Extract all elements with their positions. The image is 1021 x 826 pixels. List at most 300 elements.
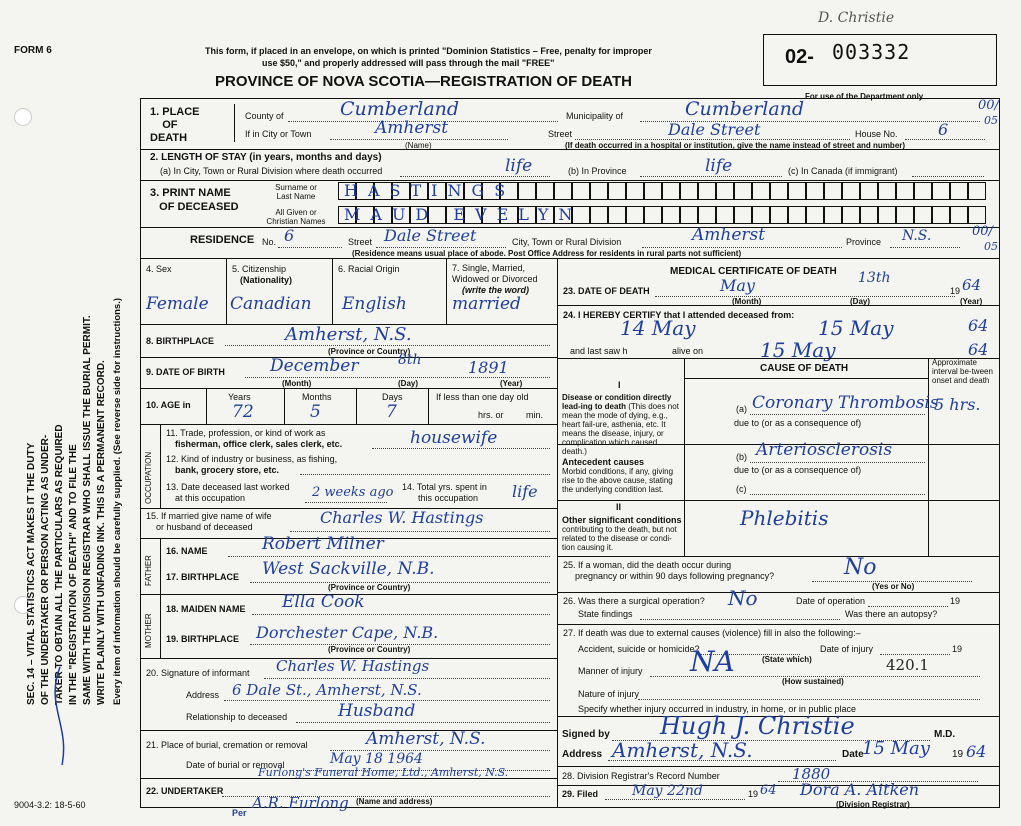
- name-letter-cell: [824, 206, 842, 224]
- name-letter-cell: [608, 182, 626, 200]
- burial-date-label: Date of burial or removal: [186, 760, 285, 770]
- interval-a-value: 5 hrs.: [934, 395, 981, 414]
- age-months-value: 5: [310, 402, 321, 422]
- hospital-note: (If death occurred in a hospital or institution, give the name instead of street and number): [565, 141, 906, 150]
- trade-label-2: fisherman, office clerk, sales clerk, etc.: [175, 439, 343, 449]
- city-line: [330, 139, 508, 140]
- name-letter-cell: [932, 206, 950, 224]
- father-birthplace-value: West Sackville, N.B.: [262, 559, 435, 579]
- mother-birthplace-value: Dorchester Cape, N.B.: [256, 623, 439, 642]
- dob-label: 9. DATE OF BIRTH: [146, 367, 225, 377]
- municipality-value: Cumberland: [685, 98, 805, 120]
- street-label: Street: [548, 129, 573, 139]
- name-letter-cell: [626, 182, 644, 200]
- name-letter-cell: [608, 206, 626, 224]
- age-months-label: Months: [302, 392, 332, 402]
- signed-address: Amherst, N.S.: [612, 738, 753, 762]
- q26-findings-line: [640, 619, 840, 620]
- q27-manner-label: Manner of injury: [578, 666, 643, 676]
- margin-line-2: OF THE UNDERTAKER OR PERSON ACTING AS UNDER-: [40, 434, 51, 705]
- business-label-2: bank, grocery store, etc.: [175, 465, 280, 475]
- divider-r1: [557, 305, 999, 306]
- cause-b-value: Arteriosclerosis: [756, 440, 893, 460]
- section-1-label: I: [618, 380, 621, 390]
- citizenship-value: Canadian: [230, 294, 312, 314]
- divider-r5: [557, 556, 999, 557]
- last-worked-line: [305, 502, 387, 503]
- age-div-1: [206, 388, 207, 424]
- business-line: [300, 474, 550, 475]
- corner-note: D. Christie: [818, 10, 895, 26]
- surname-label: Surname or Last Name: [275, 183, 317, 201]
- divider-r4: [557, 500, 999, 501]
- interval-heading: Approximate interval be-tween onset and death: [932, 358, 993, 385]
- cause-b-line: [750, 462, 925, 463]
- stay-a-label: (a) In City, Town or Rural Division where death occurred: [160, 166, 383, 176]
- cause-c-line: [750, 494, 925, 495]
- informant-signature: Charles W. Hastings: [276, 657, 430, 675]
- name-letter-cell: [878, 182, 896, 200]
- name-letter-cell: [842, 182, 860, 200]
- street-line: [575, 139, 850, 140]
- filed-year-prefix: 19: [748, 789, 759, 799]
- residence-province-line: [890, 247, 960, 248]
- residence-division-value: Amherst: [692, 225, 766, 245]
- divider-3: [141, 227, 999, 228]
- mail-notice-1: This form, if placed in an envelope, on which is printed "Dominion Statistics – Free, penalty for improper: [205, 46, 652, 56]
- name-letter-cell: [824, 182, 842, 200]
- q26-findings-label: State findings: [578, 609, 633, 619]
- spouse-label-1: 15. If married give name of wife: [146, 511, 272, 521]
- cause-a-label: (a): [736, 404, 747, 414]
- q27-code: 420.1: [886, 656, 929, 674]
- business-label-1: 12. Kind of industry or business, as fishing,: [166, 454, 338, 464]
- name-letter-cell: [950, 206, 968, 224]
- sex-value: Female: [146, 294, 209, 314]
- place-bracket: [234, 104, 235, 142]
- burial-label: 21. Place of burial, cremation or removal: [146, 740, 308, 750]
- dob-day-caption: (Day): [398, 379, 419, 388]
- name-letter-cell: [788, 206, 806, 224]
- years-spent-value: life: [512, 482, 538, 501]
- stay-b-label: (b) In Province: [568, 166, 627, 176]
- record-number-label: 28. Division Registrar's Record Number: [562, 771, 720, 781]
- name-letter-cell: [806, 206, 824, 224]
- punch-hole-top: [14, 108, 32, 126]
- residence-code-1: 00/: [972, 224, 993, 239]
- deceased-name-label: 3. PRINT NAME OF DECEASED: [150, 187, 239, 213]
- signed-signature: Hugh J. Christie: [660, 712, 855, 740]
- section-2-label: II: [616, 502, 622, 512]
- mother-maiden-label: 18. MAIDEN NAME: [166, 604, 246, 614]
- stay-a-value: life: [505, 156, 533, 176]
- registration-number: 003332: [832, 40, 911, 64]
- name-letter-cell: [572, 182, 590, 200]
- name-letter-cell: [770, 182, 788, 200]
- cause-heading-line: [684, 378, 928, 379]
- mail-notice-2: use $50," and properly addressed will pass through the mail "FREE": [262, 58, 555, 68]
- death-month-caption: (Month): [732, 297, 762, 306]
- divider-7: [141, 388, 557, 389]
- filed-year: 64: [760, 783, 777, 798]
- name-letter-cell: [698, 182, 716, 200]
- margin-line-5: SAME WITH THE DIVISION REGISTRAR WHO SHALL ISSUE THE BURIAL PERMIT.: [82, 315, 93, 705]
- margin-line-6: WRITE PLAINLY WITH UNFADING INK. THIS IS A PERMANENT RECORD.: [96, 360, 107, 705]
- name-letter-cell: [914, 206, 932, 224]
- residence-province-label: Province: [846, 237, 882, 247]
- residence-code-2: 05: [984, 240, 998, 253]
- last-worked-value: 2 weeks ago: [312, 485, 394, 500]
- death-year: 64: [962, 276, 982, 294]
- age-div-3: [356, 388, 357, 424]
- margin-line-4: IN THE "REGISTRATION OF DEATH" AND TO FILE THE: [68, 444, 79, 705]
- name-letter-cell: [896, 182, 914, 200]
- signed-date: 15 May: [862, 738, 930, 759]
- name-letter-cell: [896, 206, 914, 224]
- citizenship-label: 5. Citizenship: [232, 264, 287, 274]
- q27-nature-label: Nature of injury: [578, 689, 640, 699]
- name-letter-cell: [698, 206, 716, 224]
- stay-c-label: (c) In Canada (if immigrant): [788, 166, 898, 176]
- years-spent-label-2: this occupation: [418, 493, 479, 503]
- undertaker-per: Per: [232, 808, 247, 818]
- age-days-label: Days: [382, 392, 403, 402]
- death-year-caption: (Year): [960, 297, 983, 306]
- divider-r10: [557, 785, 999, 786]
- birthplace-value: Amherst, N.S.: [285, 324, 412, 345]
- residence-no-line: [278, 247, 342, 248]
- signed-year-prefix: 19: [952, 749, 964, 760]
- signed-md: M.D.: [934, 729, 956, 740]
- place-code-2: 05: [984, 114, 998, 127]
- signed-date-label: Date: [842, 749, 864, 760]
- cause-right-divider: [928, 358, 929, 556]
- q26-date-label: Date of operation: [796, 596, 866, 606]
- county-value: Cumberland: [340, 98, 460, 120]
- hrs-label: hrs. or: [478, 410, 504, 420]
- undertaker-label: 22. UNDERTAKER: [146, 786, 224, 796]
- name-letter-cell: [680, 206, 698, 224]
- death-year-prefix: 19: [950, 286, 961, 296]
- divider-r9: [557, 766, 999, 767]
- name-letter-cell: [752, 206, 770, 224]
- cause-b-label: (b): [736, 452, 747, 462]
- name-letter-cell: [734, 182, 752, 200]
- last-saw-label-2: alive on: [672, 346, 704, 356]
- dob-month: December: [270, 356, 359, 376]
- last-worked-label-1: 13. Date deceased last worked: [166, 482, 290, 492]
- trade-label-1: 11. Trade, profession, or kind of work as: [166, 428, 326, 438]
- name-letter-cell: [626, 206, 644, 224]
- record-number-value: 1880: [792, 765, 831, 783]
- form-title: PROVINCE OF NOVA SCOTIA—REGISTRATION OF DEATH: [215, 73, 632, 90]
- form-label: FORM 6: [14, 45, 52, 56]
- margin-line-1: SEC. 14 – VITAL STATISTICS ACT MAKES IT THE DUTY: [26, 442, 37, 705]
- q27-year-prefix: 19: [952, 644, 963, 654]
- relationship-label: Relationship to deceased: [186, 712, 288, 722]
- name-letter-cell: [644, 182, 662, 200]
- mother-side-divider: [160, 594, 161, 658]
- years-spent-label-1: 14. Total yrs. spent in: [402, 482, 487, 492]
- residence-no-label: No.: [262, 237, 277, 247]
- q26-date-line: [868, 606, 948, 607]
- footer-code: 9004-3.2: 18-5-60: [14, 800, 86, 810]
- cause-a-value: Coronary Thrombosis: [752, 393, 939, 413]
- attended-from: 14 May: [620, 316, 696, 340]
- cause-a-line: [750, 414, 925, 415]
- filed-value: May 22nd: [632, 783, 703, 799]
- q27-accident-label: Accident, suicide or homicide?: [578, 644, 700, 654]
- trade-value: housewife: [410, 428, 498, 448]
- residence-division-label: City, Town or Rural Division: [512, 237, 622, 247]
- undertaker-signature: A.R. Furlong: [252, 794, 349, 812]
- q25-label-1: 25. If a woman, did the death occur during: [563, 560, 732, 570]
- name-letter-cell: [914, 182, 932, 200]
- relationship-line: [296, 722, 550, 723]
- divider-13: [141, 730, 557, 731]
- dob-month-caption: (Month): [282, 379, 312, 388]
- name-letter-cell: [662, 182, 680, 200]
- death-day-caption: (Day): [850, 297, 871, 306]
- undertaker-firm: Furlong's Funeral Home, Ltd., Amherst, N.S.: [258, 766, 509, 779]
- father-name-value: Robert Milner: [262, 534, 384, 554]
- date-of-death-line: [655, 296, 955, 297]
- father-side-divider: [160, 538, 161, 594]
- divider-r7: [557, 624, 999, 625]
- q25-answer: No: [844, 555, 877, 580]
- name-letter-cell: [968, 206, 986, 224]
- q25-caption: (Yes or No): [872, 582, 915, 591]
- undertaker-caption: (Name and address): [356, 797, 433, 806]
- q26-year-prefix: 19: [950, 596, 961, 606]
- q26-answer: No: [728, 586, 758, 610]
- date-of-death-label: 23. DATE OF DEATH: [563, 286, 650, 296]
- name-letter-cell: [536, 182, 554, 200]
- dob-year: 1891: [468, 358, 509, 377]
- name-letter-cell: [734, 206, 752, 224]
- name-letter-cell: [518, 182, 536, 200]
- municipality-label: Municipality of: [566, 111, 624, 121]
- last-saw-label: and last saw h: [570, 346, 628, 356]
- divider-1: [141, 149, 999, 150]
- filed-line: [605, 799, 745, 800]
- registrar-caption: (Division Registrar): [836, 800, 910, 809]
- place-code-1: 00/: [978, 98, 999, 113]
- name-letter-cell: [860, 182, 878, 200]
- name-letter-cell: [968, 182, 986, 200]
- signed-year: 64: [966, 742, 987, 761]
- q27-label: 27. If death was due to external causes (violence) fill in also the following:–: [563, 628, 861, 638]
- house-line: [905, 139, 985, 140]
- racial-label: 6. Racial Origin: [338, 264, 400, 274]
- name-letter-cell: [590, 182, 608, 200]
- registrar-signature: Dora A. Aitken: [800, 780, 920, 799]
- sex-label: 4. Sex: [146, 264, 172, 274]
- surname-value: HASTINGS: [344, 181, 516, 200]
- last-saw-value: 15 May: [760, 338, 836, 362]
- death-day: 13th: [858, 270, 891, 286]
- sex-divider: [226, 258, 227, 324]
- informant-label: 20. Signature of informant: [146, 668, 250, 678]
- given-value: MAUD EVELYN: [344, 205, 583, 224]
- q26-autopsy-label: Was there an autopsy?: [845, 609, 938, 619]
- q27-state-caption: (State which): [762, 655, 812, 664]
- marital-label: 7. Single, Married, Widowed or Divorced: [452, 263, 538, 284]
- age-div-2: [284, 388, 285, 424]
- residence-note: (Residence means usual place of abode. Post Office Address for residents in rural parts not sufficient): [352, 249, 742, 258]
- attended-label: 24. I HEREBY CERTIFY that I attended deceased from:: [563, 310, 795, 320]
- q25-label-2: pregnancy or within 90 days following pregnancy?: [575, 571, 775, 581]
- spouse-label-2: or husband of deceased: [156, 522, 253, 532]
- dob-line: [245, 377, 550, 378]
- age-days-value: 7: [386, 402, 397, 422]
- death-month: May: [720, 276, 755, 295]
- cause-heading: CAUSE OF DEATH: [760, 363, 849, 374]
- due-to-1: due to (or as a consequence of): [734, 418, 862, 428]
- trade-line: [372, 448, 550, 449]
- mother-maiden-value: Ella Cook: [282, 592, 365, 612]
- name-letter-cell: [716, 182, 734, 200]
- stay-label: 2. LENGTH OF STAY (in years, months and days): [150, 152, 382, 163]
- other-value: Phlebitis: [740, 506, 829, 530]
- residence-street-value: Dale Street: [384, 226, 477, 245]
- informant-line: [264, 678, 550, 679]
- racial-value: English: [342, 294, 407, 314]
- city-name-caption: (Name): [405, 141, 432, 150]
- divider-r6: [557, 592, 999, 593]
- q26-label: 26. Was there a surgical operation?: [563, 596, 705, 606]
- street-value: Dale Street: [668, 120, 761, 139]
- name-letter-cell: [788, 182, 806, 200]
- attended-year-2: 64: [968, 340, 989, 359]
- divider-4: [141, 258, 999, 259]
- margin-pen-mark: [40, 665, 80, 775]
- citizenship-divider: [332, 258, 333, 324]
- name-letter-cell: [590, 206, 608, 224]
- father-name-label: 16. NAME: [166, 546, 208, 556]
- spouse-line: [290, 531, 550, 532]
- age-years-value: 72: [232, 402, 254, 422]
- residence-division-line: [642, 247, 842, 248]
- name-letter-cell: [752, 182, 770, 200]
- occupation-side-divider: [160, 424, 161, 508]
- disease-label: Disease or condition directly lead-ing to death (This does not mean the mode of dying, e.g., heart fail-ure, asthenia, etc. It means the disease, injury, or complication which caused death.): [562, 393, 679, 456]
- citizenship-sub: (Nationality): [240, 275, 293, 285]
- other-label: Other significant conditions: [562, 515, 682, 525]
- given-label: All Given or Christian Names: [266, 208, 326, 226]
- father-name-line: [228, 556, 550, 557]
- divider-2: [141, 180, 999, 181]
- stay-c-line: [912, 176, 984, 177]
- informant-address-value: 6 Dale St., Amherst, N.S.: [232, 681, 422, 699]
- attended-year-1: 64: [968, 316, 989, 335]
- margin-line-7: Every item of information should be carefully supplied. (See reverse side for instructions.): [112, 297, 123, 705]
- registration-prefix: 02-: [785, 46, 814, 68]
- city-value: Amherst: [375, 118, 449, 138]
- birthplace-caption: (Province or Country): [328, 347, 411, 356]
- city-label: If in City or Town: [245, 129, 312, 139]
- signed-address-label: Address: [562, 749, 603, 760]
- name-letter-cell: [662, 206, 680, 224]
- marital-value: married: [452, 294, 521, 314]
- residence-no-value: 6: [284, 226, 295, 245]
- q27-injury-date-line: [880, 654, 950, 655]
- antecedent-label: Antecedent causes: [562, 457, 645, 467]
- place-of-death-label: 1. PLACE OF DEATH: [150, 106, 200, 144]
- attended-to: 15 May: [818, 316, 894, 340]
- name-letter-cell: [950, 182, 968, 200]
- marital-sub: (write the word): [462, 285, 529, 295]
- q27-specify-label: Specify whether injury occurred in industry, in home, or in public place: [578, 704, 856, 714]
- residence-label: RESIDENCE: [190, 234, 255, 246]
- cause-c-label: (c): [736, 484, 747, 494]
- name-letter-cell: [842, 206, 860, 224]
- spouse-value: Charles W. Hastings: [320, 508, 484, 527]
- q27-answer: NA: [690, 645, 735, 678]
- q27-nature-line: [638, 699, 980, 700]
- house-label: House No.: [855, 129, 898, 139]
- last-worked-label-2: at this occupation: [175, 493, 246, 503]
- name-letter-cell: [932, 182, 950, 200]
- father-birthplace-caption: (Province or Country): [328, 583, 411, 592]
- signed-label: Signed by: [562, 729, 610, 740]
- margin-line-3: TAKER TO OBTAIN ALL THE PARTICULARS AS REQUIRED: [54, 424, 65, 705]
- age-label: 10. AGE in: [146, 400, 191, 410]
- house-value: 6: [938, 120, 949, 139]
- name-letter-cell: [878, 206, 896, 224]
- other-text: contributing to the death, but not related to the disease or condi-tion causing it.: [562, 525, 677, 552]
- burial-place: Amherst, N.S.: [366, 729, 486, 749]
- mother-maiden-line: [252, 614, 550, 615]
- racial-divider: [446, 258, 447, 324]
- due-to-2: due to (or as a consequence of): [734, 465, 862, 475]
- mother-side-label: MOTHER: [144, 613, 153, 648]
- birthplace-label: 8. BIRTHPLACE: [146, 336, 215, 346]
- stay-a-line: [400, 176, 550, 177]
- mother-birthplace-label: 19. BIRTHPLACE: [166, 634, 240, 644]
- dob-day: 8th: [398, 352, 422, 368]
- occupation-side-label: OCCUPATION: [144, 451, 153, 504]
- dob-year-caption: (Year): [500, 379, 523, 388]
- residence-province-value: N.S.: [902, 228, 932, 244]
- name-letter-cell: [554, 182, 572, 200]
- informant-address-label: Address: [186, 690, 220, 700]
- filed-label: 29. Filed: [562, 789, 599, 799]
- mother-birthplace-caption: (Province or Country): [328, 645, 411, 654]
- birthplace-line: [225, 345, 550, 346]
- name-letter-cell: [716, 206, 734, 224]
- name-letter-cell: [644, 206, 662, 224]
- name-letter-cell: [860, 206, 878, 224]
- residence-street-line: [376, 247, 506, 248]
- antecedent-text: Morbid conditions, if any, giving rise to the above cause, stating the underlying condition last.: [562, 467, 674, 494]
- column-divider: [557, 258, 558, 808]
- stay-b-value: life: [705, 156, 733, 176]
- residence-street-label: Street: [348, 237, 373, 247]
- stay-b-line: [640, 176, 782, 177]
- county-label: County of: [245, 111, 284, 121]
- q27-how-caption: (How sustained): [782, 677, 844, 686]
- cause-left-divider: [684, 358, 685, 556]
- name-letter-cell: [770, 206, 788, 224]
- department-use-label: For use of the Department only: [805, 92, 924, 101]
- name-letter-cell: [680, 182, 698, 200]
- medical-heading: MEDICAL CERTIFICATE OF DEATH: [670, 266, 837, 277]
- burial-date: May 18 1964: [330, 751, 423, 767]
- less-than-day-label: If less than one day old: [436, 392, 529, 402]
- q27-injury-date-label: Date of injury: [820, 644, 874, 654]
- father-side-label: FATHER: [144, 555, 153, 586]
